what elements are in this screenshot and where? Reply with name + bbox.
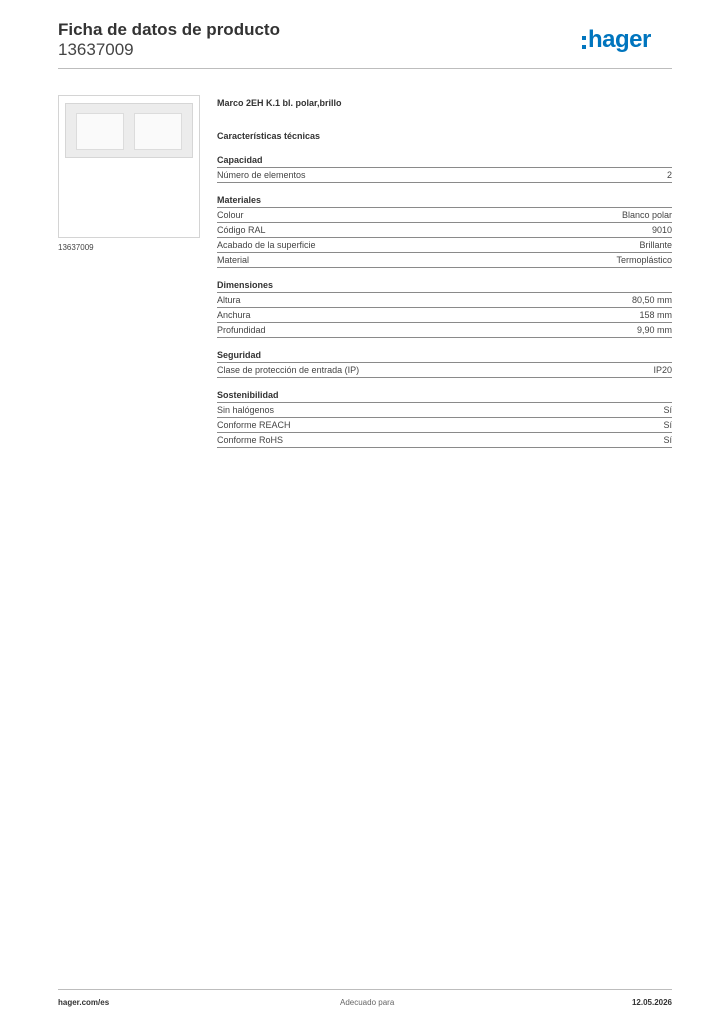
spec-value: Sí [663, 435, 672, 445]
spec-sections [217, 154, 672, 448]
spec-label: Sin halógenos [217, 405, 275, 415]
section-title: Materiales [217, 194, 672, 208]
spec-label: Altura [217, 295, 241, 305]
spec-label: Clase de protección de entrada (IP) [217, 365, 360, 375]
spec-label: Colour [217, 210, 244, 220]
page-title: Ficha de datos de producto [58, 20, 280, 39]
frame-opening-left [76, 113, 124, 150]
spec-row [217, 293, 672, 308]
spec-label: Código RAL [217, 225, 266, 235]
section-title: Seguridad [217, 349, 672, 363]
spec-value: Sí [663, 405, 672, 415]
section-title: Capacidad [217, 154, 672, 168]
spec-row [217, 223, 672, 238]
spec-row [217, 308, 672, 323]
tech-heading: Características técnicas [217, 131, 321, 141]
spec-label: Anchura [217, 310, 251, 320]
image-caption: 13637009 [58, 243, 94, 252]
spec-label: Acabado de la superficie [217, 240, 316, 250]
spec-row [217, 323, 672, 338]
footer-website[interactable]: hager.com/es [58, 998, 110, 1007]
footer-center-text: Adecuado para [340, 998, 395, 1007]
spec-row [217, 253, 672, 268]
frame-picture [65, 103, 193, 158]
page-header [58, 20, 672, 70]
spec-row [217, 168, 672, 183]
spec-row [217, 238, 672, 253]
spec-section [217, 194, 672, 268]
spec-label: Profundidad [217, 325, 266, 335]
footer-divider [58, 989, 672, 990]
header-divider [58, 68, 672, 69]
product-name: Marco 2EH K.1 bl. polar,brillo [217, 98, 342, 108]
specifications [217, 96, 672, 448]
spec-value: IP20 [653, 365, 672, 375]
spec-row [217, 363, 672, 378]
spec-section [217, 389, 672, 448]
spec-label: Conforme RoHS [217, 435, 284, 445]
frame-opening-right [134, 113, 182, 150]
product-image [58, 95, 200, 238]
spec-row [217, 418, 672, 433]
spec-value: 9010 [651, 225, 672, 235]
spec-label: Material [217, 255, 250, 265]
spec-label: Número de elementos [217, 170, 306, 180]
spec-value: Termoplástico [616, 255, 672, 265]
spec-row [217, 433, 672, 448]
logo-text: hager [588, 26, 651, 53]
spec-row [217, 208, 672, 223]
spec-row [217, 403, 672, 418]
spec-value: 158 mm [639, 310, 672, 320]
spec-value: Sí [663, 420, 672, 430]
logo-dots-icon [582, 36, 587, 54]
product-number: 13637009 [58, 40, 134, 59]
spec-label: Conforme REACH [217, 420, 291, 430]
spec-section [217, 154, 672, 183]
spec-value: 9,90 mm [636, 325, 672, 335]
footer-date: 12.05.2026 [631, 998, 672, 1007]
spec-section [217, 349, 672, 378]
spec-value: Brillante [639, 240, 672, 250]
spec-value: 80,50 mm [631, 295, 672, 305]
section-title: Dimensiones [217, 279, 672, 293]
hager-logo [582, 26, 672, 62]
spec-value: Blanco polar [621, 210, 672, 220]
section-title: Sostenibilidad [217, 389, 672, 403]
spec-section [217, 279, 672, 338]
spec-value: 2 [666, 170, 672, 180]
